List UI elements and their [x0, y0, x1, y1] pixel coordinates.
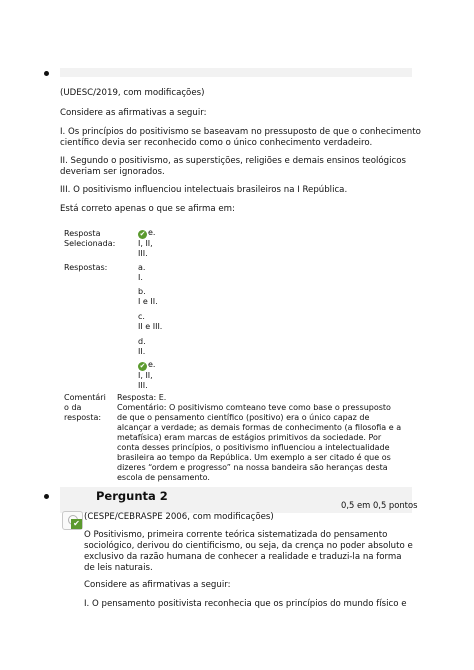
comment-line-9: escola de pensamento. [117, 473, 210, 482]
correct-check-icon: ✔ [139, 362, 146, 370]
option-c-letter: c. [138, 312, 145, 321]
comment-label-line-3: resposta: [64, 413, 102, 422]
statement-2-line-2: deveriam ser ignorados. [60, 167, 165, 177]
list-bullet [44, 71, 49, 76]
selected-answer-text-line-2: III. [138, 249, 148, 258]
comment-label-line-1: Comentári [64, 393, 106, 402]
comment-line-7: brasileira ao tempo da República. Um exemplo a ser citado é que os [117, 453, 391, 462]
option-a-text: I. [138, 273, 143, 282]
comment-line-3: de que o pensamento científico (positivo) era o único capaz de [117, 413, 370, 422]
answers-label: Respostas: [64, 263, 108, 272]
question-points: 0,5 em 0,5 pontos [341, 500, 418, 510]
selected-answer-label-line-2: Selecionada: [64, 239, 116, 248]
selected-answer-letter: ✔ e. [139, 228, 156, 238]
option-e-text-line-1: I, II, [138, 371, 153, 380]
correct-check-icon: ✔ [71, 519, 82, 529]
question-title: Pergunta 2 [96, 489, 168, 503]
question-text-line-4: de leis naturais. [84, 563, 153, 573]
question-prompt: Está correto apenas o que se afirma em: [60, 204, 235, 214]
question-intro: Considere as afirmativas a seguir: [84, 580, 231, 590]
option-d-letter: d. [138, 337, 146, 346]
comment-label-line-2: o da [64, 403, 82, 412]
question-header-bar [60, 68, 412, 77]
question-text-line-1: O Positivismo, primeira corrente teórica sistematizada do pensamento [84, 530, 388, 540]
question-source: (UDESC/2019, com modificações) [60, 88, 205, 98]
question-text-line-3: exclusivo da razão humana de conhecer a realidade e traduzi-la na forma [84, 552, 402, 562]
statement-2-line-1: II. Segundo o positivismo, as superstições, religiões e demais ensinos teológicos [60, 156, 406, 166]
option-b-letter: b. [138, 287, 146, 296]
question-text-line-2: sociológico, derivou do cientificismo, ou seja, da crença no poder absoluto e [84, 541, 413, 551]
comment-line-6: conta desses princípios, o positivismo influenciou a intelectualidade [117, 443, 390, 452]
option-b-text: I e II. [138, 297, 158, 306]
comment-line-2: Comentário: O positivismo comteano teve como base o pressuposto [117, 403, 391, 412]
option-e-letter: ✔ e. [139, 360, 156, 370]
option-c-text: II e III. [138, 322, 163, 331]
option-d-text: II. [138, 347, 146, 356]
option-a-letter: a. [138, 263, 146, 272]
comment-line-5: metafísica) eram marcas de estágios primitivos da sociedade. Por [117, 433, 382, 442]
option-e-text-line-2: III. [138, 381, 148, 390]
question-source: (CESPE/CEBRASPE 2006, com modificações) [84, 512, 274, 522]
comment-line-4: alcançar a verdade; as demais formas de conhecimento (a filosofia e a [117, 423, 402, 432]
comment-line-8: dizeres “ordem e progresso” na nossa bandeira são heranças desta [117, 463, 388, 472]
list-bullet [44, 494, 49, 499]
statement-1-line-1: I. Os princípios do positivismo se baseavam no pressuposto de que o conhecimento [60, 127, 421, 137]
statement-1: I. O pensamento positivista reconhecia que os princípios do mundo físico e [84, 599, 407, 609]
statement-1-line-2: científico devia ser reconhecido como o único conhecimento verdadeiro. [60, 138, 373, 148]
selected-answer-text-line-1: I, II, [138, 239, 153, 248]
comment-line-1: Resposta: E. [117, 393, 167, 402]
question-intro: Considere as afirmativas a seguir: [60, 108, 207, 118]
correct-check-icon: ✔ [139, 230, 146, 238]
statement-3: III. O positivismo influenciou intelectuais brasileiros na I República. [60, 185, 348, 195]
selected-answer-label-line-1: Resposta [64, 229, 101, 238]
